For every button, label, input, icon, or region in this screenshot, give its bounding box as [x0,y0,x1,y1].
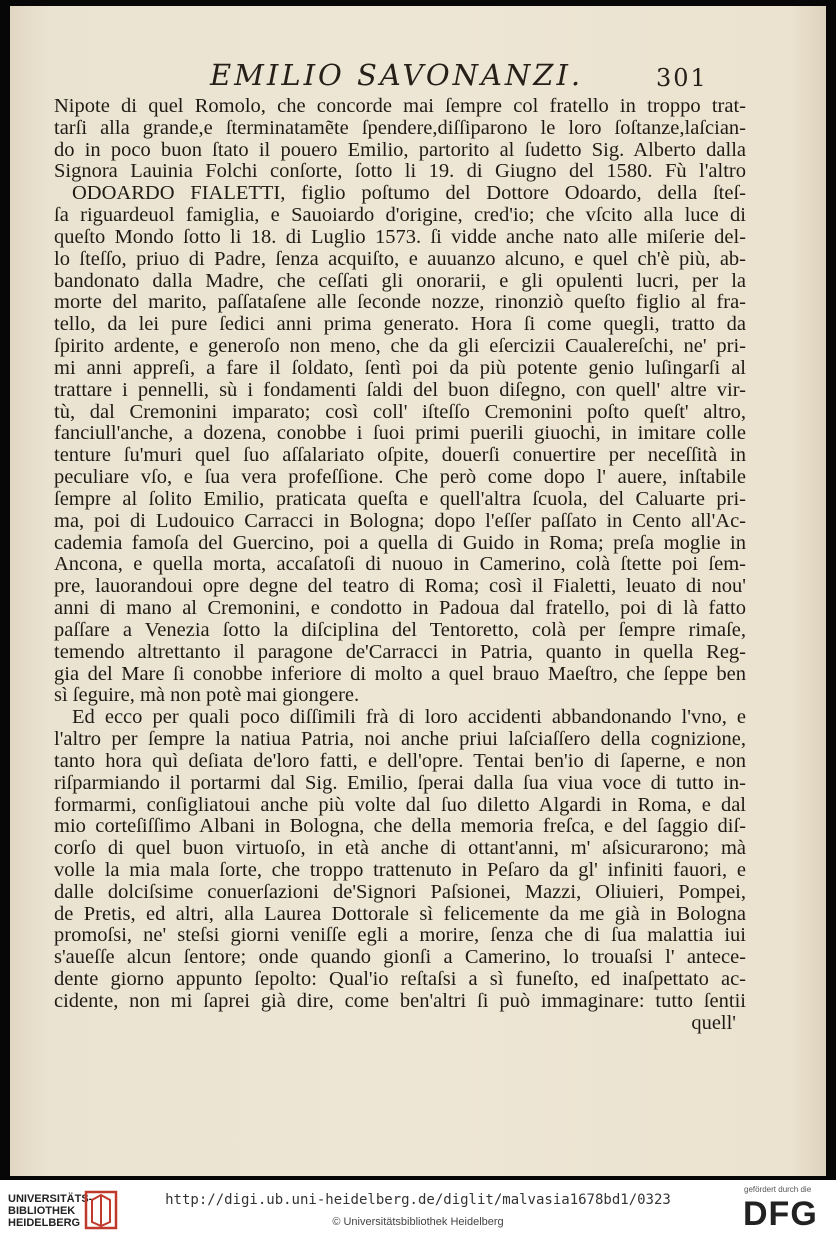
text-line: cademia famoſa del Guercino, poi a quella di Guido in Roma; preſa moglie in [54,532,746,554]
text-line: morte del marito, paſſataſene alle ſeconde nozze, rinonziò queſto figlio al fra- [54,292,746,314]
text-line: formarmi, conſigliatoui anche più volte dal ſuo diletto Algardi in Roma, e dal [54,794,746,816]
text-line: queſto Mondo ſotto li 18. di Luglio 1573. ſi vidde anche nato alle miſerie del- [54,226,746,248]
body-text [54,96,746,1035]
text-line: ſempre al ſolito Emilio, praticata queſta e quell'altra ſcuola, del Caluarte pri- [54,488,746,510]
text-line: sì ſeguire, mà non potè mai giongere. [54,685,360,707]
text-line: ma, poi di Ludouico Carracci in Bologna; dopo l'eſſer paſſato in Cento all'Ac- [54,510,746,532]
text-line: ODOARDO FIALETTI, figlio poſtumo del Dottore Odoardo, della ſteſ- [72,183,746,205]
text-line: de Pretis, ed altri, alla Laurea Dottorale sì felicemente da me già in Bologna [54,903,746,925]
copyright-notice: © Universitätsbibliothek Heidelberg [332,1216,504,1228]
text-line: tenture ſu'muri quel ſuo aſſalariato oſpite, douerſi conuertire per neceſſità in [54,445,746,467]
source-url-link[interactable]: http://digi.ub.uni-heidelberg.de/diglit/malvasia1678bd1/0323 [165,1192,671,1208]
funded-by-label: gefördert durch die [744,1185,812,1194]
text-line: tello, da lei pure ſedici anni prima generato. Hora ſi come quegli, tratto da [54,314,746,336]
book-page [10,6,826,1176]
text-line: cidente, non mi ſaprei già dire, come ben'altri ſi può immaginare: tutto ſentii [54,990,746,1012]
text-line: pre, lauorandoui opre degne del teatro di Roma; così il Fialetti, leuato di nou' [54,576,746,598]
text-line: Ancona, e quella morta, accaſatoſi di nuouo in Camerino, colà ſtette poi ſem- [54,554,746,576]
text-line: ſpirito ardente, e generoſo non meno, che da gli eſercizii Caualereſchi, ne' pri- [54,336,746,358]
catchword: quell' [691,1012,736,1034]
text-line: mio corteſiſſimo Albani in Bologna, che della memoria freſca, e del ſaggio diſ- [54,816,746,838]
text-line: Ed ecco per quali poco diſſimili frà di loro accidenti abbandonando l'vno, e [72,707,746,729]
text-line: gia del Mare ſi conobbe inferiore di molto a quel brauo Maeſtro, che ſeppe ben [54,663,746,685]
text-line: temendo altrettanto il paragone de'Carracci in Patria, quanto in quella Reg- [54,641,746,663]
text-line: mi anni appreſi, a fare il ſoldato, ſentì poi da più potente genio luſingarſi al [54,357,746,379]
text-line: Nipote di quel Romolo, che concorde mai ſempre col fratello in troppo trat- [54,96,746,117]
text-line: anni di mano al Cremonini, e condotto in Padoua dal fratello, poi di là fatto [54,598,746,620]
text-line: s'aueſſe alcun ſentore; onde quando gionſi a Camerino, lo trouaſsi l' antece- [54,947,746,969]
text-line: tanto hora quì deſiata de'loro fatti, e dell'opre. Tentai ben'io di ſaperne, e non [54,750,746,772]
text-line: promoſsi, ne' steſsi giorni veniſſe egli a morire, ſenza che di ſua malattia iui [54,925,746,947]
text-line: ſa riguardeuol famiglia, e Sauoiardo d'origine, cred'io; che vſcito alla luce di [54,205,746,227]
text-line: corſo di quel buon virtuoſo, in età anche di ottant'anni, m' aſsicurarono; mà [54,838,746,860]
text-line: do in poco buon ſtato il pouero Emilio, partorito al ſudetto Sig. Alberto dalla [54,139,746,161]
text-line: tarſi alla grande,e ſterminatamẽte ſpendere,diſſiparono le loro ſoſtanze,laſcian- [54,117,746,139]
text-line: peculiare vſo, e ſua vera profeſſione. Che però come dopo l' auere, inſtabile [54,467,746,489]
page-header [210,58,730,98]
text-line: dente giorno appunto ſepolto: Qual'io reſtaſsi a sì funeſto, ed inaſpettato ac- [54,969,746,991]
running-title: EMILIO SAVONANZI. [210,58,584,92]
text-line: dalle dolciſsime conuerſazioni de'Signori Paſsionei, Mazzi, Oliuieri, Pompei, [54,881,746,903]
viewer-footer [0,1180,836,1240]
text-line: riſparmiando il portarmi dal Sig. Emilio, ſperai dalla ſua viua voce di tutto in- [54,772,746,794]
text-line: tù, dal Cremonini imparato; così coll' iſteſſo Cremonini poſto queſt' altro, [54,401,746,423]
text-line: lo ſteſſo, priuo di Padre, ſenza acquiſto, e auuanzo alcuno, e quel ch'è più, ab- [54,248,746,270]
text-line: Signora Lauinia Folchi conſorte, ſotto li 19. di Giugno del 1580. Fù l'altro [54,161,746,183]
page-number: 301 [656,64,708,92]
text-line: bandonato dalla Madre, che ceſſati gli onorarii, e gli opulenti lucri, per la [54,270,746,292]
dfg-logo: DFG [743,1195,818,1233]
institution-name: UNIVERSITÄTS- BIBLIOTHEK HEIDELBERG [8,1193,93,1229]
text-line: fanciull'anche, a dozena, conobbe i ſuoi primi puerili giuochi, in imitare colle [54,423,746,445]
text-line: l'altro per ſempre la natiua Patria, noi anche priui laſciaſſero della cognizione, [54,729,746,751]
text-line: volle la mia mala ſorte, che troppo trattenuto in Peſaro da gl' infiniti fauori, e [54,859,746,881]
text-line: paſſare a Venezia ſotto la diſciplina del Tentoretto, colà per ſempre rimaſe, [54,619,746,641]
text-line: trattare i pennelli, sù i fondamenti ſaldi del buon diſegno, con quell' altre vir- [54,379,746,401]
